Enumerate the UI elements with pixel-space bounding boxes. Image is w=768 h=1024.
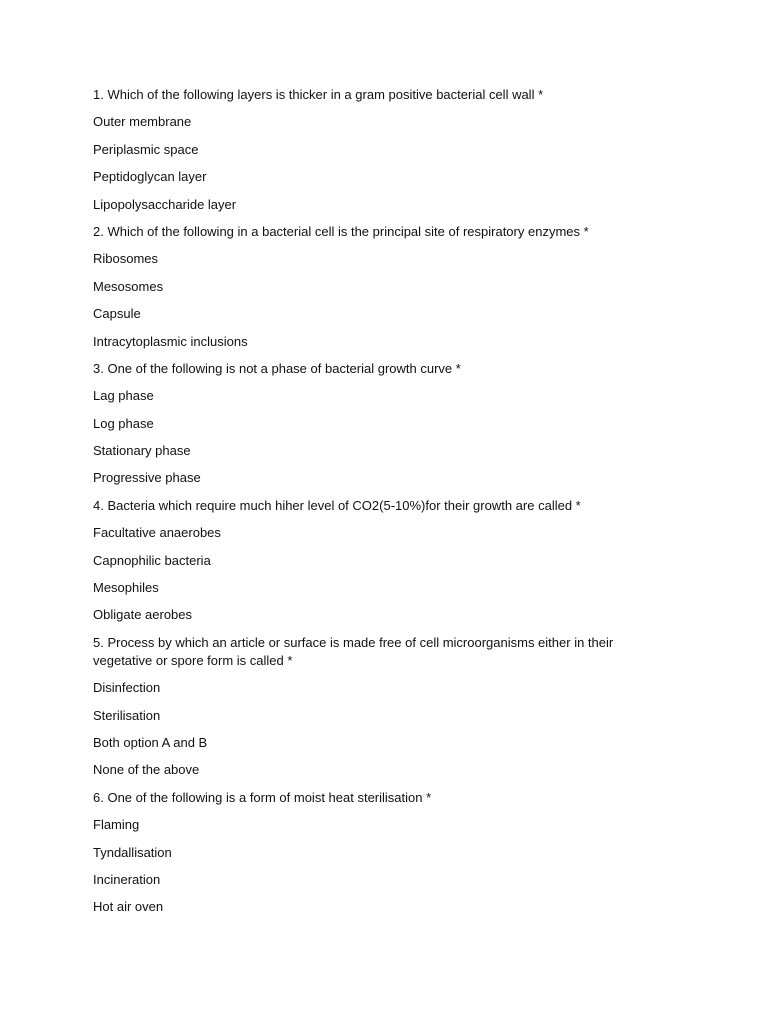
question-1-option-a: Outer membrane (93, 114, 192, 130)
question-2-option-b: Mesosomes (93, 278, 164, 294)
question-3-option-d: Progressive phase (93, 470, 201, 486)
question-6-option-a: Flaming (93, 817, 140, 833)
question-5-text: 5. Process by which an article or surface is made free of cell microorganisms either in their vegetative or spore form is called * (93, 634, 614, 668)
question-6-option-b: Tyndallisation (93, 844, 172, 860)
question-6-option-c: Incineration (93, 871, 161, 887)
question-4-text: 4. Bacteria which require much hiher level of CO2(5-10%)for their growth are called * (93, 497, 581, 513)
question-2-option-d: Intracytoplasmic inclusions (93, 333, 248, 349)
question-6-text: 6. One of the following is a form of moist heat sterilisation * (93, 789, 432, 805)
question-5-option-c: Both option A and B (93, 734, 208, 750)
question-3-option-c: Stationary phase (93, 443, 191, 459)
question-3-option-a: Lag phase (93, 388, 154, 404)
question-5-option-a: Disinfection (93, 680, 161, 696)
question-5-option-b: Sterilisation (93, 707, 161, 723)
question-6-option-d: Hot air oven (93, 899, 164, 915)
question-1-text: 1. Which of the following layers is thicker in a gram positive bacterial cell wall * (93, 87, 544, 102)
question-1-option-c: Peptidoglycan layer (93, 169, 207, 185)
quiz-content (93, 86, 633, 926)
question-4-option-b: Capnophilic bacteria (93, 552, 211, 568)
question-4-option-c: Mesophiles (93, 580, 159, 596)
question-4-option-a: Facultative anaerobes (93, 525, 221, 541)
question-2-text: 2. Which of the following in a bacterial cell is the principal site of respiratory enzymes * (93, 223, 589, 239)
question-4-option-d: Obligate aerobes (93, 607, 193, 623)
question-2-option-a: Ribosomes (93, 251, 159, 267)
question-3-text: 3. One of the following is not a phase of bacterial growth curve * (93, 360, 461, 376)
question-1-option-b: Periplasmic space (93, 141, 199, 157)
question-3-option-b: Log phase (93, 415, 154, 431)
question-1-option-d: Lipopolysaccharide layer (93, 196, 237, 212)
question-5-option-d: None of the above (93, 762, 200, 778)
question-2-option-c: Capsule (93, 306, 141, 322)
